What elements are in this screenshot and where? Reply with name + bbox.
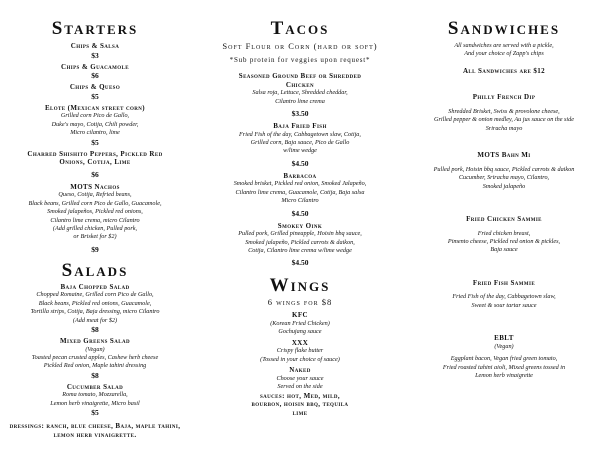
item-price: $5 [91, 137, 99, 147]
item-desc-line: Pickled Red onion, Maple tahini dressing [43, 362, 147, 370]
sandwiches-heading: Sandwiches [447, 18, 561, 39]
item-desc-line: Sweet & sour tartar sauce [471, 301, 537, 309]
item-desc-line: (Add meat for $2) [72, 316, 118, 324]
item-price: $8 [91, 325, 99, 335]
item-desc-line: Lemon herb vinaigrette [475, 372, 533, 380]
item-desc-line: Cilantro lime crema, micro Cilantro [50, 216, 140, 224]
item-name: Chips & Salsa [70, 42, 120, 50]
item-price: $9 [91, 244, 99, 254]
item-desc-line: Fried chicken breast, [477, 229, 531, 237]
tacos-wings-column [200, 0, 400, 417]
item-desc-line: Cilantro lime crema [275, 97, 325, 105]
wings-subtitle: 6 wings for $8 [267, 297, 333, 308]
item-desc-line: Crispy flake butter [276, 347, 324, 355]
menu-item [200, 122, 400, 169]
item-name: Baja Fried Fish [273, 122, 327, 130]
item-price: $3.50 [291, 109, 309, 118]
item-desc-line: Smoked jalapeño, Pickled carrots & daikon, [245, 238, 355, 246]
item-name: Cucumber Salad [66, 382, 124, 391]
menu-item [0, 104, 190, 148]
menu-item [0, 150, 190, 180]
item-desc-line: w/lime wedge [283, 147, 317, 155]
item-desc-line: Cotija, Cilantro lime crema w/lime wedge [248, 247, 352, 255]
item-name: Baja Chopped Salad [60, 282, 130, 291]
item-desc-line: Served on the side [277, 383, 323, 391]
menu-item [408, 334, 600, 380]
item-price: $3 [91, 50, 99, 60]
item-desc-line: Baja sauce [490, 246, 518, 254]
menu-item [408, 215, 600, 255]
item-desc-line: Pimento cheese, Pickled red onion & pickles, [447, 238, 561, 246]
item-desc-line: Roma tomato, Mozzarella, [62, 391, 128, 399]
sandwiches-price-note: All Sandwiches are $12 [462, 66, 546, 75]
starters-salads-column [0, 0, 190, 439]
item-desc-line: Pulled pork, Hoisin bbq sauce, Pickled carrots & daikon [433, 165, 575, 173]
item-desc-line: Cucumber, Sriracha mayo, Cilantro, [458, 174, 550, 182]
menu-item [200, 366, 400, 391]
menu-item [0, 42, 190, 61]
dressings-note: dressings: ranch, blue cheese, Baja, maple tahini, lemon herb vinaigrette. [9, 422, 181, 439]
item-desc-line: Grilled corn, Baja sauce, Pico de Gallo [250, 139, 350, 146]
sandwiches-intro-line: All sandwiches are served with a pickle, [454, 42, 554, 49]
item-desc-line: Gochujang sauce [278, 328, 322, 336]
item-desc-line: Grilled pepper & onion medley, Au jus sauce on the side [434, 116, 574, 124]
item-desc-line: Micro Cilantro [281, 197, 319, 205]
item-price: $6 [91, 71, 99, 81]
wings-heading: Wings [269, 275, 331, 297]
item-desc-line: Black beans, Pickled red onions, Guacamole, [38, 299, 152, 307]
item-desc-line: Duke's mayo, Cotija, Chili powder, [51, 120, 139, 128]
item-desc-line: Grilled corn Pico de Gallo, [60, 112, 130, 120]
item-desc-line: Cilantro lime crema, Guacamole, Cotija, Baja salsa [235, 188, 365, 196]
item-name: Chips & Guacamole [60, 62, 130, 71]
starters-heading: Starters [51, 18, 139, 39]
item-desc-line: (Korean Fried Chicken) [270, 320, 330, 328]
item-desc-line: (Vegan) [494, 342, 514, 350]
item-desc-line: Smoked jalapeño [482, 182, 526, 190]
item-desc-line: (Add grilled chicken, Pulled pork, [52, 225, 138, 232]
item-desc-line: Smoked brisket, Pickled red onion, Smoked Jalapeño, [233, 180, 367, 188]
menu-item [200, 72, 400, 119]
tacos-note: *Sub protein for veggies upon request* [229, 56, 371, 64]
menu-item [408, 93, 600, 133]
item-name: XXX [291, 338, 309, 347]
menu-item [0, 183, 190, 255]
item-name: Charred Shishito Peppers, Pickled Red Onions, Cotija, Lime [27, 149, 163, 167]
item-price: $4.50 [291, 258, 309, 268]
item-price: $5 [91, 91, 99, 101]
item-name: EBLT [494, 334, 514, 343]
item-desc-line: (Vegan) [85, 345, 105, 353]
item-desc-line: Shredded Brisket, Swiss & provolone cheese, [448, 108, 560, 115]
item-price: $6 [91, 169, 99, 179]
item-desc-line: Fried Fish of the day, Cabbagetown slaw, [452, 293, 556, 301]
menu-item [0, 383, 190, 418]
tacos-heading: Tacos [270, 18, 330, 39]
item-desc-line: Choose your sauce [276, 374, 324, 382]
item-name: Seasoned Ground Beef or Shredded Chicken [238, 72, 362, 89]
menu-item [200, 311, 400, 336]
sauces-note: sauces: hot, Med, mild, bourbon, hoisin bbq, tequila lime [251, 391, 349, 417]
item-desc-line: Black beans, Grilled corn Pico de Gallo, Guacamole, [28, 199, 162, 207]
item-desc-line: Fried Fish of the day, Cabbagetown slaw, Cotija, [239, 130, 361, 138]
item-price: $8 [91, 370, 99, 380]
item-desc-line: Chopped Romaine, Grilled corn Pico de Gallo, [36, 291, 154, 299]
item-desc-line: Queso, Cotija, Refried beans, [58, 191, 132, 199]
menu-item [408, 279, 600, 310]
item-name: MOTS Nachos [70, 182, 120, 191]
item-name: KFC [292, 311, 308, 320]
item-desc-line: Smoked jalapeños, Pickled red onions, [47, 208, 143, 216]
item-price: $4.50 [291, 208, 309, 218]
item-desc-line: Lemon herb vinaigrette, Micro basil [50, 399, 140, 407]
item-desc-line: Fried roasted tahini aioli, Mixed greens tossed in [442, 363, 566, 371]
item-desc-line: Micro cilantro, lime [70, 129, 120, 137]
item-name: Chips & Queso [69, 83, 121, 92]
menu-item [0, 337, 190, 381]
menu-item [0, 63, 190, 82]
item-name: Barbacoa [283, 171, 317, 180]
sandwiches-intro-line: And your choice of Zapp's chips [464, 50, 544, 58]
item-desc-line: Eggplant bacon, Vegan fried green tomato, [450, 355, 558, 363]
item-name: MOTS Bahn Mi [477, 151, 531, 160]
item-name: Fried Fish Sammie [472, 278, 536, 287]
item-desc-line: Sriracha mayo [485, 124, 523, 132]
item-desc-line: Pulled pork, Grilled pineapple, Hoisin bbq sauce, [238, 230, 362, 238]
menu-item [200, 222, 400, 269]
item-desc-line: (Tossed in your choice of sauce) [260, 355, 340, 363]
menu-item [0, 83, 190, 102]
item-desc-line: or Brisket for $2) [73, 233, 117, 241]
item-name: Naked [289, 366, 311, 375]
menu-item [0, 283, 190, 335]
item-name: Elote (Mexican street corn) [44, 103, 146, 112]
item-desc-line: Tortilla strips, Cotija, Baja dressing, micro Cilantro [30, 308, 160, 316]
menu-item [408, 151, 600, 191]
salads-heading: Salads [61, 259, 129, 281]
sandwiches-column [408, 0, 600, 380]
item-desc-line: Toasted pecan crusted apples, Cashew herb cheese [31, 354, 159, 362]
item-name: Fried Chicken Sammie [466, 215, 542, 224]
item-name: Smokey Oink [277, 221, 323, 230]
item-name: Philly French Dip [472, 93, 536, 102]
item-price: $5 [91, 408, 99, 418]
menu-item [200, 339, 400, 364]
menu-item [200, 172, 400, 219]
item-name: Mixed Greens Salad [60, 337, 130, 346]
tacos-subtitle: Soft Flour or Corn (hard or soft) [222, 41, 378, 51]
item-price: $4.50 [291, 158, 309, 168]
item-desc-line: Salsa roja, Lettuce, Shredded cheddar, [252, 89, 348, 97]
